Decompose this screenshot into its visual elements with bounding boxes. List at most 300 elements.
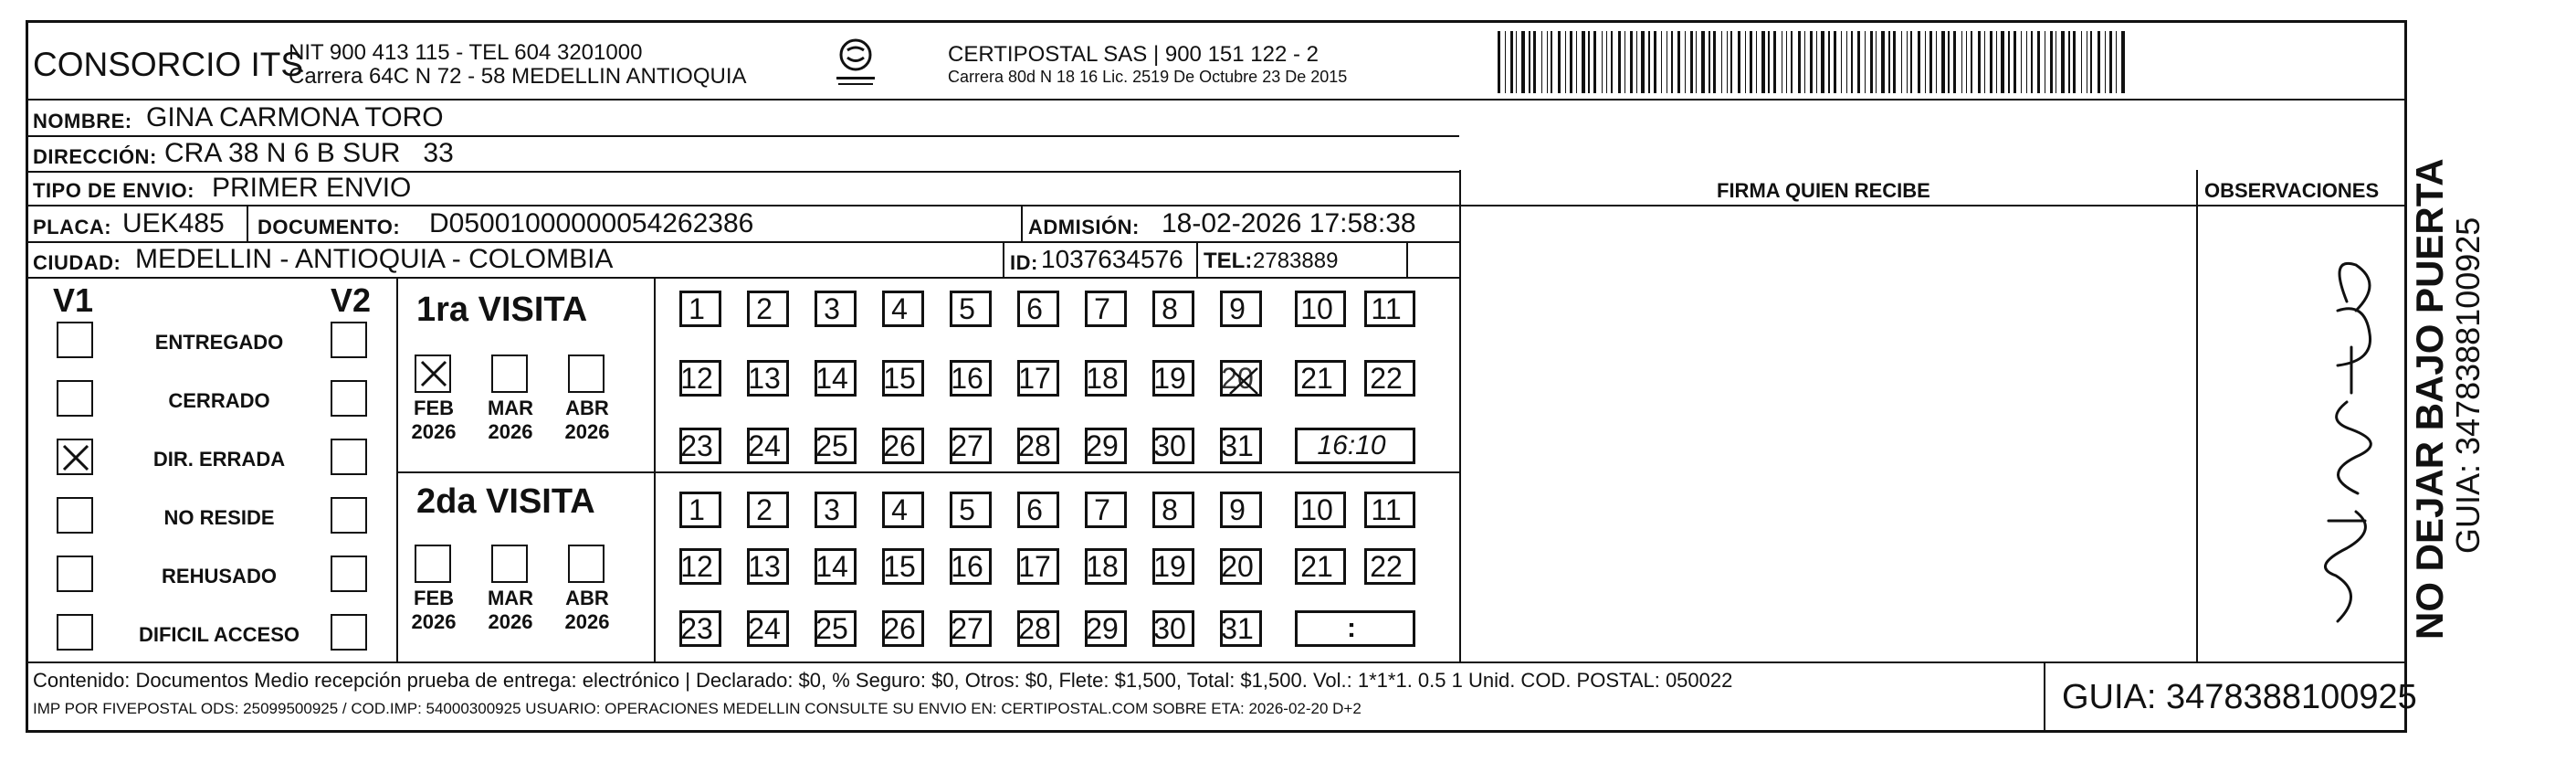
visit1-day-box[interactable] [1152, 428, 1194, 464]
barcode-bar [1996, 31, 1997, 93]
visit2-title: 2da VISITA [416, 482, 595, 521]
visit1-day-box[interactable] [679, 360, 721, 397]
barcode-bar [1630, 31, 1633, 93]
visit1-day-number: 21 [1300, 361, 1333, 395]
visit1-day-number: 9 [1229, 291, 1246, 325]
visit2-day-box[interactable] [815, 610, 857, 647]
barcode-bar [1654, 31, 1656, 93]
barcode-bar [2109, 31, 2112, 93]
visit1-day-box[interactable] [1364, 360, 1415, 397]
carrier-address: Carrera 80d N 18 16 Lic. 2519 De Octubre 23 De 2015 [948, 68, 1348, 86]
visit2-day-number: 2 [756, 492, 773, 526]
visit1-day-box[interactable] [1017, 428, 1059, 464]
visit2-day-number: 9 [1229, 492, 1246, 526]
visit2-day-number: 3 [824, 492, 840, 526]
tel-label: TEL: [1204, 249, 1253, 273]
visit2-time-placeholder: : [1347, 613, 1356, 643]
barcode-bar [1588, 31, 1590, 93]
barcode-bar [1529, 31, 1530, 93]
visit2-day-box[interactable] [679, 548, 721, 585]
barcode-bar [1791, 31, 1793, 93]
barcode-bar [1768, 31, 1770, 93]
visit2-day-number: 22 [1370, 549, 1403, 583]
visit1-month-checkbox[interactable] [568, 355, 605, 393]
tipo-value: PRIMER ENVIO [212, 173, 412, 203]
barcode-bar [1901, 31, 1902, 93]
visit1-day-number: 1 [689, 291, 705, 325]
visit1-day-number: 11 [1371, 291, 1402, 325]
status-v2-checkbox[interactable] [331, 380, 367, 417]
visit2-day-number: 10 [1300, 492, 1333, 526]
visit2-month-label: FEB [414, 587, 454, 609]
visit2-day-box[interactable] [679, 492, 721, 528]
visit1-day-number: 19 [1153, 361, 1186, 395]
visit2-day-box[interactable] [1220, 492, 1262, 528]
status-option-label: DIFICIL ACCESO [138, 623, 300, 646]
barcode-bar [1730, 31, 1732, 93]
visit1-day-box[interactable] [1085, 360, 1127, 397]
visit2-day-number: 14 [815, 549, 848, 583]
visit-title-divider [654, 277, 656, 661]
visit1-year-label: 2026 [488, 420, 533, 443]
barcode-bar [1611, 31, 1613, 93]
barcode-bar [1521, 31, 1525, 93]
visit1-title: 1ra VISITA [416, 291, 588, 329]
barcode-bar [1761, 31, 1765, 93]
visit2-day-box[interactable] [1152, 610, 1194, 647]
v2-header: V2 [331, 281, 372, 319]
visit1-day-box[interactable] [882, 360, 924, 397]
barcode-bar [1641, 31, 1645, 93]
visit2-month-label: ABR [565, 587, 609, 609]
barcode-bar [1570, 31, 1572, 93]
visit2-day-number: 17 [1018, 549, 1051, 583]
status-option-label: NO RESIDE [163, 506, 275, 529]
visit1-month-label: MAR [487, 397, 534, 419]
barcode-bar [1893, 31, 1896, 93]
barcode-bar [2013, 31, 2016, 93]
barcode-bar [2073, 31, 2076, 93]
status-option-label: DIR. ERRADA [152, 448, 286, 471]
barcode-bar [1745, 31, 1746, 93]
barcode-bar [2050, 31, 2053, 93]
barcode-bar [1870, 31, 1873, 93]
visit1-day-number: 28 [1018, 429, 1051, 462]
barcode-bar [2001, 31, 2004, 93]
visit1-day-number: 26 [883, 429, 916, 462]
visit1-day-box[interactable] [1295, 291, 1346, 327]
company-address: Carrera 64C N 72 - 58 MEDELLIN ANTIOQUIA [289, 64, 747, 89]
visit1-day-box[interactable] [1295, 360, 1346, 397]
visit1-day-box[interactable] [1220, 428, 1262, 464]
status-divider [396, 277, 398, 661]
barcode-bar [1510, 31, 1513, 93]
barcode-bar [1505, 31, 1506, 93]
visit2-month-label: MAR [487, 587, 534, 609]
tipo-label: TIPO DE ENVIO: [33, 179, 195, 202]
barcode-bar [1727, 31, 1728, 93]
id-value: 1037634576 [1041, 245, 1183, 273]
cell-divider [247, 206, 248, 241]
barcode-bar [1857, 31, 1860, 93]
visit1-day-box[interactable] [747, 291, 789, 327]
barcode-bar [1846, 31, 1847, 93]
visit1-month-label: FEB [414, 397, 454, 419]
barcode-bar [2026, 31, 2027, 93]
visit2-day-box[interactable] [1152, 492, 1194, 528]
visit1-time-value: 16:10 [1317, 430, 1386, 460]
visit1-day-box[interactable] [1017, 291, 1059, 327]
footer-divider [26, 661, 2407, 663]
visit1-day-box[interactable] [815, 360, 857, 397]
barcode-bar [1606, 31, 1607, 93]
barcode-bar [1685, 31, 1686, 93]
barcode-bar [1750, 31, 1752, 93]
visit2-day-number: 29 [1086, 611, 1119, 645]
barcode-bar [1948, 31, 1950, 93]
barcode-bar [1547, 31, 1548, 93]
visit1-day-number: 29 [1086, 429, 1119, 462]
visit1-day-box[interactable] [1220, 291, 1262, 327]
visit1-day-box[interactable] [747, 360, 789, 397]
visit1-day-number: 22 [1370, 361, 1403, 395]
visit2-day-number: 13 [748, 549, 781, 583]
obs-left-divider [2196, 170, 2198, 661]
barcode-bar [1941, 31, 1945, 93]
id-label: ID: [1010, 251, 1038, 274]
barcode-bar [1602, 31, 1603, 93]
visit1-time-box[interactable] [1295, 428, 1415, 464]
visit1-day-number: 10 [1300, 291, 1333, 325]
visit2-day-box[interactable] [882, 492, 924, 528]
placa-label: PLACA: [33, 216, 112, 238]
visit-divider [396, 471, 654, 473]
status-option-label: REHUSADO [162, 565, 277, 587]
firma-left-divider [1459, 170, 1461, 661]
visit2-day-box[interactable] [1220, 610, 1262, 647]
visit2-time-box[interactable] [1295, 610, 1415, 647]
visit1-day-box[interactable] [950, 291, 992, 327]
visit1-day-box[interactable] [1017, 360, 1059, 397]
visit2-day-number: 6 [1026, 492, 1043, 526]
documento-label: DOCUMENTO: [258, 216, 401, 238]
placa-value: UEK485 [122, 208, 225, 238]
status-option-label: CERRADO [168, 389, 270, 412]
visit2-day-box[interactable] [815, 492, 857, 528]
visit1-day-box[interactable] [1220, 360, 1262, 397]
direccion-value: CRA 38 N 6 B SUR 33 [164, 138, 454, 168]
barcode-bar [1876, 31, 1877, 93]
visit2-day-box[interactable] [950, 610, 992, 647]
barcode-bar [1936, 31, 1937, 93]
visit2-day-box[interactable] [1152, 548, 1194, 585]
firma-header: FIRMA QUIEN RECIBE [1717, 179, 1930, 202]
visit1-day-box[interactable] [1364, 291, 1415, 327]
barcode-bar [2105, 31, 2106, 93]
barcode-bar [1533, 31, 1536, 93]
status-option-label: ENTREGADO [154, 331, 284, 354]
barcode-bar [1821, 31, 1824, 93]
barcode-bar [1828, 31, 1830, 93]
no-dejar-warning: NO DEJAR BAJO PUERTA [2408, 158, 2451, 640]
cell-divider [1196, 243, 1198, 277]
visit1-day-box[interactable] [815, 428, 857, 464]
visit1-day-number: 5 [959, 291, 975, 325]
observaciones-header: OBSERVACIONES [2204, 179, 2380, 202]
barcode-bar [1582, 31, 1585, 93]
visit2-day-box[interactable] [882, 548, 924, 585]
visit1-month-label: ABR [565, 397, 609, 419]
visit1-day-number: 12 [680, 361, 713, 395]
visit1-day-number: 31 [1221, 429, 1254, 462]
visit2-day-number: 1 [689, 492, 705, 526]
barcode-bar [1498, 31, 1500, 93]
visit2-day-number: 15 [883, 549, 916, 583]
visit1-year-label: 2026 [564, 420, 610, 443]
barcode-bar [1701, 31, 1705, 93]
visit2-day-number: 11 [1371, 492, 1402, 526]
visit1-day-number: 18 [1086, 361, 1119, 395]
cell-divider [1003, 243, 1004, 277]
barcode-bar [1709, 31, 1710, 93]
side-guia: GUIA: 3478388100925 [2449, 217, 2487, 554]
status-v2-checkbox[interactable] [331, 497, 367, 534]
visit2-day-box[interactable] [882, 610, 924, 647]
barcode-bar [1661, 31, 1662, 93]
visit1-day-box[interactable] [747, 428, 789, 464]
visit2-day-box[interactable] [747, 492, 789, 528]
barcode-bar [1816, 31, 1817, 93]
visit2-month-checkbox[interactable] [568, 545, 605, 583]
barcode-bar [1881, 31, 1885, 93]
visit1-day-number: 3 [824, 291, 840, 325]
barcode-bar [2037, 31, 2040, 93]
barcode-bar [2031, 31, 2033, 93]
status-v2-checkbox[interactable] [331, 439, 367, 475]
visit2-day-box[interactable] [747, 548, 789, 585]
visit1-day-number: 24 [748, 429, 781, 462]
carrier-name: CERTIPOSTAL SAS | 900 151 122 - 2 [948, 42, 1319, 67]
company-name: CONSORCIO ITS [33, 46, 304, 83]
visit1-day-number: 15 [883, 361, 916, 395]
barcode-bar [1907, 31, 1908, 93]
company-nit: NIT 900 413 115 - TEL 604 3201000 [289, 40, 643, 65]
visit2-day-number: 5 [959, 492, 975, 526]
visit1-day-box[interactable] [882, 428, 924, 464]
visit1-day-box[interactable] [950, 428, 992, 464]
visit2-day-number: 16 [951, 549, 983, 583]
status-v1-checkbox[interactable] [57, 322, 93, 358]
barcode-bar [2116, 31, 2117, 93]
visit1-day-number: 27 [951, 429, 983, 462]
barcode-bar [1961, 31, 1962, 93]
visit2-day-number: 28 [1018, 611, 1051, 645]
visit1-month-checkbox[interactable] [415, 355, 451, 393]
visit2-day-box[interactable] [1085, 610, 1127, 647]
visit1-day-number: 2 [756, 291, 773, 325]
visit1-day-number: 30 [1153, 429, 1186, 462]
barcode-bar [1841, 31, 1842, 93]
visit1-day-box[interactable] [1085, 291, 1127, 327]
visit1-day-number: 14 [815, 361, 848, 395]
visit2-day-box[interactable] [1295, 548, 1346, 585]
barcode-bar [1786, 31, 1787, 93]
row-line [26, 241, 1459, 243]
visit1-day-number: 6 [1026, 291, 1043, 325]
barcode-bar [1910, 31, 1912, 93]
visit1-day-number: 23 [680, 429, 713, 462]
visit2-day-number: 20 [1221, 549, 1254, 583]
status-v2-checkbox[interactable] [331, 614, 367, 651]
visit2-day-number: 25 [815, 611, 848, 645]
barcode-bar [2098, 31, 2100, 93]
barcode-bar [1756, 31, 1757, 93]
barcode-bar [1648, 31, 1650, 93]
visit2-day-box[interactable] [950, 492, 992, 528]
barcode-bar [2121, 31, 2125, 93]
row-line [26, 277, 1459, 279]
ciudad-label: CIUDAD: [33, 251, 121, 274]
footer-guia-divider [2044, 661, 2045, 733]
admision-value: 18-02-2026 17:58:38 [1162, 208, 1416, 238]
visit2-day-box[interactable] [1364, 492, 1415, 528]
visit1-day-box[interactable] [679, 428, 721, 464]
barcode-bar [1636, 31, 1637, 93]
visit2-day-box[interactable] [1017, 548, 1059, 585]
barcode-bar [2081, 31, 2082, 93]
visit2-day-box[interactable] [679, 610, 721, 647]
certipostal-logo [833, 37, 878, 90]
barcode-bar [1565, 31, 1566, 93]
status-v1-checkbox[interactable] [57, 439, 93, 475]
footer-imp: IMP POR FIVEPOSTAL ODS: 25099500925 / COD.IMP: 54000300925 USUARIO: OPERACIONES MEDELLIN CONSULTE SU ENVIO EN: CERTIPOSTAL.COM SOBRE ETA: 2026-02-20 D+2 [33, 700, 1362, 717]
visit2-day-number: 7 [1094, 492, 1110, 526]
visit1-day-box[interactable] [1152, 360, 1194, 397]
barcode-bar [1558, 31, 1561, 93]
barcode-bar [1593, 31, 1596, 93]
barcode-bar [1990, 31, 1992, 93]
barcode-bar [1690, 31, 1693, 93]
barcode-bar [1773, 31, 1776, 93]
barcode-bar [1516, 31, 1517, 93]
row-line [26, 205, 2407, 206]
visit2-day-box[interactable] [815, 548, 857, 585]
handwritten-signature [2301, 247, 2402, 630]
status-v2-checkbox[interactable] [331, 322, 367, 358]
barcode-bar [1696, 31, 1697, 93]
barcode-bar [1671, 31, 1673, 93]
visit1-day-number: 13 [748, 361, 781, 395]
visit1-day-box[interactable] [815, 291, 857, 327]
visit2-day-box[interactable] [1364, 548, 1415, 585]
visit1-year-label: 2026 [411, 420, 457, 443]
visit2-day-box[interactable] [1085, 492, 1127, 528]
visit2-month-checkbox[interactable] [415, 545, 451, 583]
visit1-day-box[interactable] [1152, 291, 1194, 327]
barcode-bar [1551, 31, 1552, 93]
visit2-day-number: 24 [748, 611, 781, 645]
visit2-day-number: 4 [891, 492, 908, 526]
barcode-bar [2008, 31, 2010, 93]
visit2-month-checkbox[interactable] [491, 545, 528, 583]
visit1-day-box[interactable] [679, 291, 721, 327]
barcode-bar [1713, 31, 1716, 93]
barcode-bar [1925, 31, 1926, 93]
visit2-day-box[interactable] [1220, 548, 1262, 585]
barcode-bar [1929, 31, 1932, 93]
status-v1-checkbox[interactable] [57, 614, 93, 651]
visit2-day-box[interactable] [950, 548, 992, 585]
visit1-day-box[interactable] [1085, 428, 1127, 464]
barcode-bar [2061, 31, 2065, 93]
nombre-label: NOMBRE: [33, 110, 132, 132]
barcode-bar [1541, 31, 1542, 93]
barcode-bar [1888, 31, 1890, 93]
visit2-day-box[interactable] [747, 610, 789, 647]
barcode-bar [1810, 31, 1813, 93]
visit2-day-number: 12 [680, 549, 713, 583]
barcode-bar [1721, 31, 1722, 93]
visit2-day-number: 18 [1086, 549, 1119, 583]
barcode [1498, 31, 2128, 93]
barcode-bar [1677, 31, 1680, 93]
visit1-day-number: 17 [1018, 361, 1051, 395]
visit1-day-number: 7 [1094, 291, 1110, 325]
visit2-day-box[interactable] [1017, 492, 1059, 528]
visit2-day-number: 26 [883, 611, 916, 645]
visit1-day-number: 25 [815, 429, 848, 462]
visit1-day-number: 16 [951, 361, 983, 395]
barcode-bar [1576, 31, 1577, 93]
visit1-day-box[interactable] [882, 291, 924, 327]
visit-divider-right [654, 471, 1459, 473]
visit2-day-box[interactable] [1295, 492, 1346, 528]
v1-header: V1 [53, 281, 94, 319]
cell-divider [1406, 243, 1408, 277]
barcode-bar [1738, 31, 1740, 93]
barcode-bar [1966, 31, 1967, 93]
visit1-month-checkbox[interactable] [491, 355, 528, 393]
ciudad-value: MEDELLIN - ANTIOQUIA - COLOMBIA [135, 244, 614, 274]
visit2-day-number: 23 [680, 611, 713, 645]
barcode-bar [1624, 31, 1625, 93]
visit1-day-number: 20 [1221, 361, 1254, 395]
status-v1-checkbox[interactable] [57, 556, 93, 592]
barcode-bar [1798, 31, 1801, 93]
visit1-day-number: 4 [891, 291, 908, 325]
status-v2-checkbox[interactable] [331, 556, 367, 592]
visit2-day-number: 19 [1153, 549, 1186, 583]
status-v1-checkbox[interactable] [57, 380, 93, 417]
status-v1-checkbox[interactable] [57, 497, 93, 534]
cell-divider [1021, 206, 1023, 241]
barcode-bar [1618, 31, 1621, 93]
documento-value: D05001000000054262386 [429, 208, 754, 238]
visit2-day-box[interactable] [1017, 610, 1059, 647]
visit2-day-number: 21 [1300, 549, 1333, 583]
visit2-year-label: 2026 [564, 610, 610, 633]
barcode-bar [1804, 31, 1805, 93]
visit2-day-box[interactable] [1085, 548, 1127, 585]
barcode-bar [1978, 31, 1981, 93]
visit1-day-box[interactable] [950, 360, 992, 397]
footer-guia: GUIA: 3478388100925 [2062, 678, 2417, 716]
visit2-day-number: 27 [951, 611, 983, 645]
header-divider [26, 99, 2407, 101]
tel-value: 2783889 [1253, 249, 1339, 273]
footer-contenido: Contenido: Documentos Medio recepción prueba de entrega: electrónico | Declarado: $0, % Seguro: $0, Otros: $0, Flete: $1,500, Total: $1,500. Vol.: 1*1*1. 0.5 1 Unid. COD. POSTAL: 050022 [33, 669, 1733, 692]
barcode-bar [1971, 31, 1972, 93]
